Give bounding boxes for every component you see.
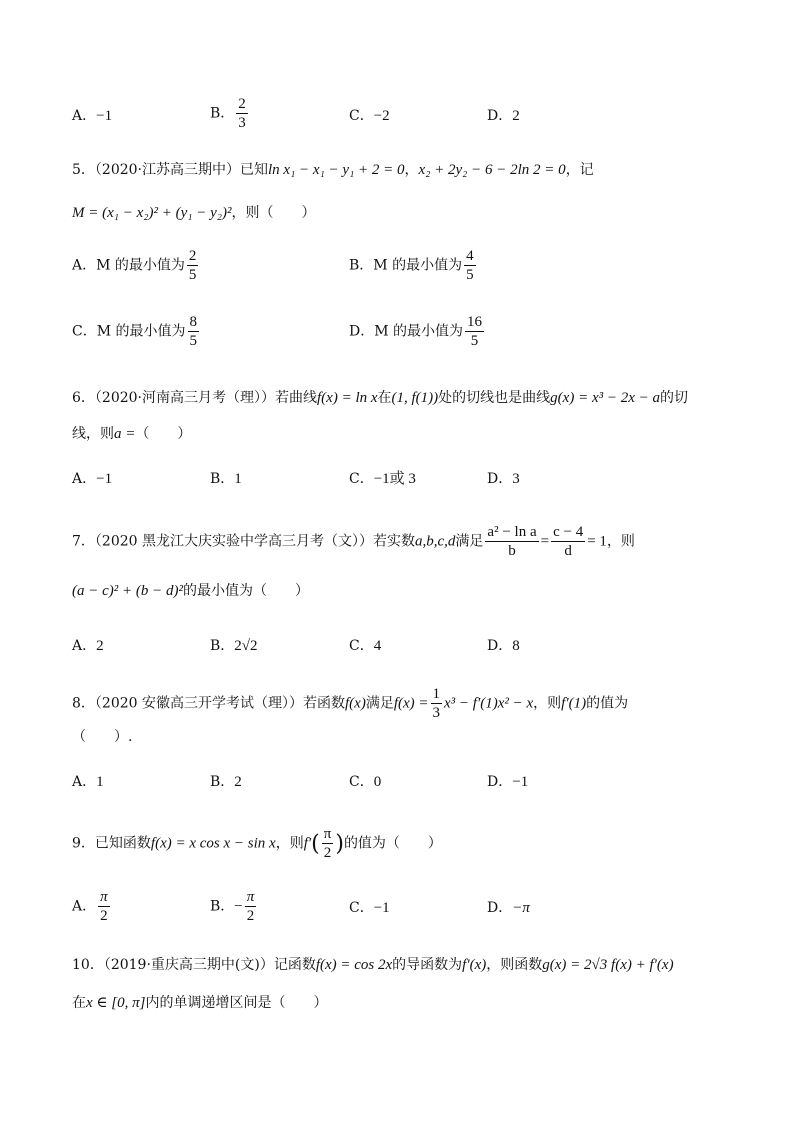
q7-option-b[interactable]: B．2√2: [210, 638, 258, 654]
q4-option-d[interactable]: D．2: [487, 108, 520, 124]
q7-option-c[interactable]: C．4: [349, 638, 382, 654]
q7-stem-line2: (a − c)² + (b − d)²的最小值为（ ）: [72, 583, 309, 599]
q8-option-b[interactable]: B．2: [210, 774, 242, 790]
q5-stem-line2: M = (x₁ − x₂)² + (y₁ − y₂)²，则（ ）: [72, 205, 316, 221]
q9-option-c[interactable]: C．−1: [349, 900, 390, 916]
q4-option-a[interactable]: A．−1: [72, 108, 113, 124]
fraction: $\frac{4}{5}$: [466, 248, 474, 283]
q7-option-d[interactable]: D．8: [487, 638, 520, 654]
q9-option-b[interactable]: B．− $\frac{\pi}{2}$: [210, 889, 255, 924]
q6-option-c[interactable]: C．−1或 3: [349, 471, 416, 487]
fraction: $\frac{\pi}{2}$: [246, 889, 255, 924]
q6-option-d[interactable]: D．3: [487, 471, 520, 487]
q5-option-b[interactable]: B．M 的最小值为 $\frac{4}{5}$: [349, 248, 474, 283]
q9-stem-line1: 9．已知函数f(x) = x cos x − sin x，则f′( $\frac{\pi}{2}$ )的值为（ ）: [72, 826, 442, 861]
q7-option-a[interactable]: A．2: [72, 638, 104, 654]
fraction: $\frac{1}{3}$: [432, 686, 441, 721]
q8-option-c[interactable]: C．0: [349, 774, 382, 790]
q10-stem-line2: 在x ∈ [0, π]内的单调递增区间是（ ）: [72, 995, 328, 1011]
q5-option-d[interactable]: D．M 的最小值为 $\frac{16}{5}$: [349, 314, 483, 349]
q6-option-b[interactable]: B．1: [210, 471, 242, 487]
q6-stem-line1: 6．（2020·河南高三月考（理））若曲线f(x) = ln x在(1, f(1))处的切线也是曲线g(x) = x³ − 2x − a的切: [72, 390, 688, 406]
q5-stem-line1: 5．（2020·江苏高三期中）已知ln x₁ − x₁ − y₁ + 2 = 0，x₂ + 2y₂ − 6 − 2ln 2 = 0，记: [72, 162, 594, 178]
q6-option-a[interactable]: A．−1: [72, 471, 113, 487]
fraction: $\frac{\pi}{2}$: [323, 826, 332, 861]
q4-option-c[interactable]: C．−2: [349, 108, 390, 124]
q4-option-b[interactable]: B． $\frac{2}{3}$: [210, 96, 246, 131]
fraction: $\frac{\pi}{2}$: [100, 889, 108, 924]
q8-stem-line2: （ ）.: [72, 729, 133, 745]
q5-option-c[interactable]: C．M 的最小值为 $\frac{8}{5}$: [72, 314, 198, 349]
q10-stem-line1: 10．（2019·重庆高三期中(文)）记函数f(x) = cos 2x的导函数为f′(x)，则函数g(x) = 2√3 f(x) + f′(x): [72, 957, 674, 973]
q9-option-d[interactable]: D．−π: [487, 900, 530, 916]
fraction: $\frac{2}{5}$: [188, 248, 197, 283]
fraction: $\frac{\text{a² − ln a}}{b}$: [487, 524, 537, 559]
q6-stem-line2: 线，则a =（ ）: [72, 426, 192, 442]
q7-stem-line1: 7．（2020 黑龙江大庆实验中学高三月考（文））若实数a,b,c,d满足 $\frac{\text{a² − ln a}}{b}$ = $\frac{c - 4}{d}$ = 1，则: [72, 524, 635, 559]
q8-option-d[interactable]: D．−1: [487, 774, 529, 790]
fraction: $\frac{2}{3}$: [238, 96, 246, 131]
q9-option-a[interactable]: A． $\frac{\pi}{2}$: [72, 889, 108, 924]
q8-stem-line1: 8．（2020 安徽高三开学考试（理））若函数f(x)满足f(x) = $\frac{1}{3}$ x³ − f′(1)x² − x，则f′(1)的值为: [72, 686, 629, 721]
fraction: $\frac{c - 4}{d}$: [553, 524, 584, 559]
fraction: $\frac{16}{5}$: [467, 314, 483, 349]
q5-option-a[interactable]: A．M 的最小值为 $\frac{2}{5}$: [72, 248, 197, 283]
q8-option-a[interactable]: A．1: [72, 774, 104, 790]
fraction: $\frac{8}{5}$: [189, 314, 198, 349]
